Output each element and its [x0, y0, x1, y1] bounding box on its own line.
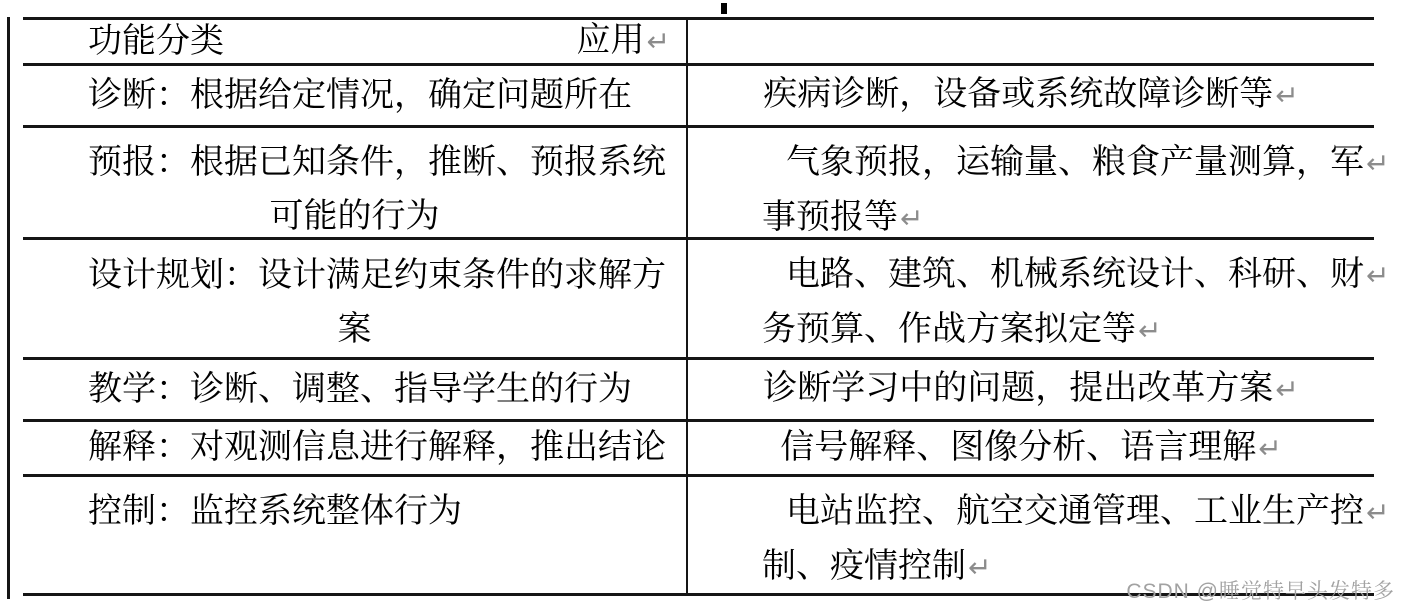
- cell-text: 案: [337, 310, 372, 348]
- cell-text: 教学：诊断、调整、指导学生的行为: [88, 370, 632, 408]
- table-row: [23, 128, 1390, 240]
- cell-function: [23, 422, 686, 474]
- cell-text: 控制：监控系统整体行为: [88, 493, 462, 530]
- header-application-label: 应用↵: [576, 22, 670, 59]
- cell-text: 电站监控、航空交通管理、工业生产控↵: [786, 493, 1390, 530]
- cell-text: 制、疫情控制↵: [762, 548, 992, 585]
- table-row: [23, 66, 1374, 128]
- return-mark-icon: ↵: [1366, 147, 1390, 180]
- return-mark-icon: ↵: [1275, 373, 1299, 406]
- header-cell-empty: [686, 20, 1374, 63]
- table-row: [23, 240, 1390, 360]
- cell-application: [686, 240, 1389, 357]
- cell-text: 务预算、作战方案拟定等↵: [762, 310, 1162, 348]
- text-cursor: [721, 3, 727, 14]
- return-mark-icon: ↵: [1275, 79, 1299, 112]
- cell-text: 可能的行为: [269, 198, 440, 235]
- cell-function: [23, 477, 686, 593]
- table-row: [23, 360, 1374, 422]
- csdn-watermark: CSDN @睡觉特早头发特多: [1126, 580, 1395, 603]
- table-header-row: [23, 17, 1374, 66]
- cell-application: [686, 422, 1374, 474]
- return-mark-icon: ↵: [1258, 431, 1282, 465]
- cell-text: 气象预报，运输量、粮食产量测算，军↵: [786, 144, 1390, 181]
- cell-text: 信号解释、图像分析、语言理解↵: [780, 428, 1282, 466]
- return-mark-icon: ↵: [968, 551, 992, 584]
- cell-application: [686, 128, 1389, 237]
- return-mark-icon: ↵: [1366, 496, 1390, 529]
- cell-text: 解释：对观测信息进行解释，推出结论: [88, 429, 666, 466]
- cell-application: [686, 66, 1374, 125]
- table-row: [23, 422, 1374, 477]
- return-mark-icon: ↵: [646, 25, 670, 58]
- cell-function: [23, 128, 686, 237]
- cell-text: 预报：根据已知条件，推断、预报系统: [88, 144, 666, 181]
- header-cell-function: [23, 20, 686, 63]
- header-function-label: 功能分类: [88, 22, 224, 60]
- return-mark-icon: ↵: [900, 202, 924, 235]
- cell-text: 诊断学习中的问题，提出改革方案↵: [763, 370, 1299, 407]
- cell-text: 电路、建筑、机械系统设计、科研、财↵: [786, 255, 1390, 293]
- cell-text: 疾病诊断，设备或系统故障诊断等↵: [763, 76, 1299, 113]
- return-mark-icon: ↵: [1138, 313, 1162, 347]
- function-application-table: [23, 17, 1390, 596]
- cell-function: [23, 240, 686, 357]
- cell-text: 事预报等↵: [762, 199, 924, 236]
- cell-function: [23, 360, 686, 419]
- cell-function: [23, 66, 686, 125]
- cell-text: 诊断：根据给定情况，确定问题所在: [88, 76, 632, 114]
- table-row: [23, 477, 1390, 596]
- cell-text: 设计规划：设计满足约束条件的求解方: [88, 256, 666, 294]
- cell-application: [686, 360, 1374, 419]
- cell-application: [686, 477, 1389, 593]
- return-mark-icon: ↵: [1366, 258, 1390, 292]
- table-left-border: [7, 17, 10, 599]
